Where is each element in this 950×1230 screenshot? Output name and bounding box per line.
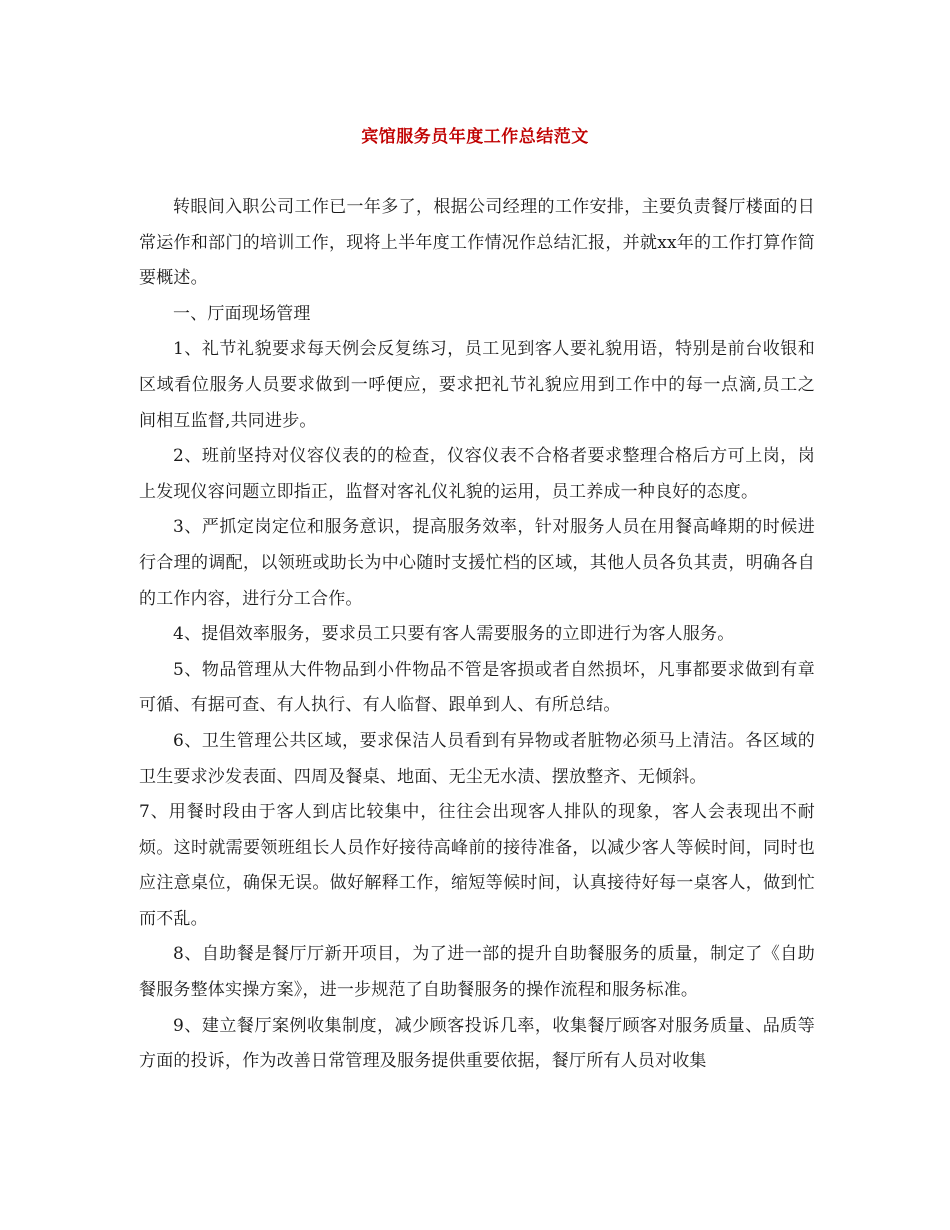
document-title: 宾馆服务员年度工作总结范文 (361, 127, 589, 147)
paragraph-item-8: 8、自助餐是餐厅厅新开项目，为了进一部的提升自助餐服务的质量，制定了《自助餐服务整体实操方案》，进一步规范了自助餐服务的操作流程和服务标准。 (139, 944, 815, 1001)
paragraph-item-1: 1、礼节礼貌要求每天例会反复练习，员工见到客人要礼貌用语，特别是前台收银和区域看位服务人员要求做到一呼便应，要求把礼节礼貌应用到工作中的每一点滴,员工之间相互监督,共同进步。 (139, 339, 815, 431)
paragraph-item-9: 9、建立餐厅案例收集制度，减少顾客投诉几率，收集餐厅顾客对服务质量、品质等方面的投诉，作为改善日常管理及服务提供重要依据，餐厅所有人员对收集 (139, 1015, 815, 1072)
document-body (139, 190, 815, 1080)
paragraph-item-2: 2、班前坚持对仪容仪表的的检查，仪容仪表不合格者要求整理合格后方可上岗，岗上发现仪容问题立即指正，监督对客礼仪礼貌的运用，员工养成一种良好的态度。 (139, 446, 815, 502)
paragraph-item-7: 7、用餐时段由于客人到店比较集中，往往会出现客人排队的现象，客人会表现出不耐烦。这时就需要领班组长人员作好接待高峰前的接待准备，以减少客人等候时间，同时也应注意桌位，确保无误。做好解释工作，缩短等候时间，认真接待好每一桌客人，做到忙而不乱。 (139, 802, 815, 929)
section-heading: 一、厅面现场管理 (173, 303, 311, 324)
paragraph-item-6: 6、卫生管理公共区域，要求保洁人员看到有异物或者脏物必须马上清洁。各区域的卫生要求沙发表面、四周及餐桌、地面、无尘无水渍、摆放整齐、无倾斜。 (139, 730, 815, 787)
paragraph-item-3: 3、严抓定岗定位和服务意识，提高服务效率，针对服务人员在用餐高峰期的时候进行合理的调配，以领班或助长为中心随时支援忙档的区域，其他人员各负其责，明确各自的工作内容，进行分工合作。 (139, 517, 815, 609)
paragraph-item-5: 5、物品管理从大件物品到小件物品不管是客损或者自然损坏，凡事都要求做到有章可循、有据可查、有人执行、有人临督、跟单到人、有所总结。 (139, 659, 815, 716)
paragraph-intro: 转眼间入职公司工作已一年多了，根据公司经理的工作安排，主要负责餐厅楼面的日常运作和部门的培训工作，现将上半年度工作情况作总结汇报，并就xx年的工作打算作简要概述。 (139, 197, 815, 289)
paragraph-item-4: 4、提倡效率服务，要求员工只要有客人需要服务的立即进行为客人服务。 (173, 624, 735, 645)
